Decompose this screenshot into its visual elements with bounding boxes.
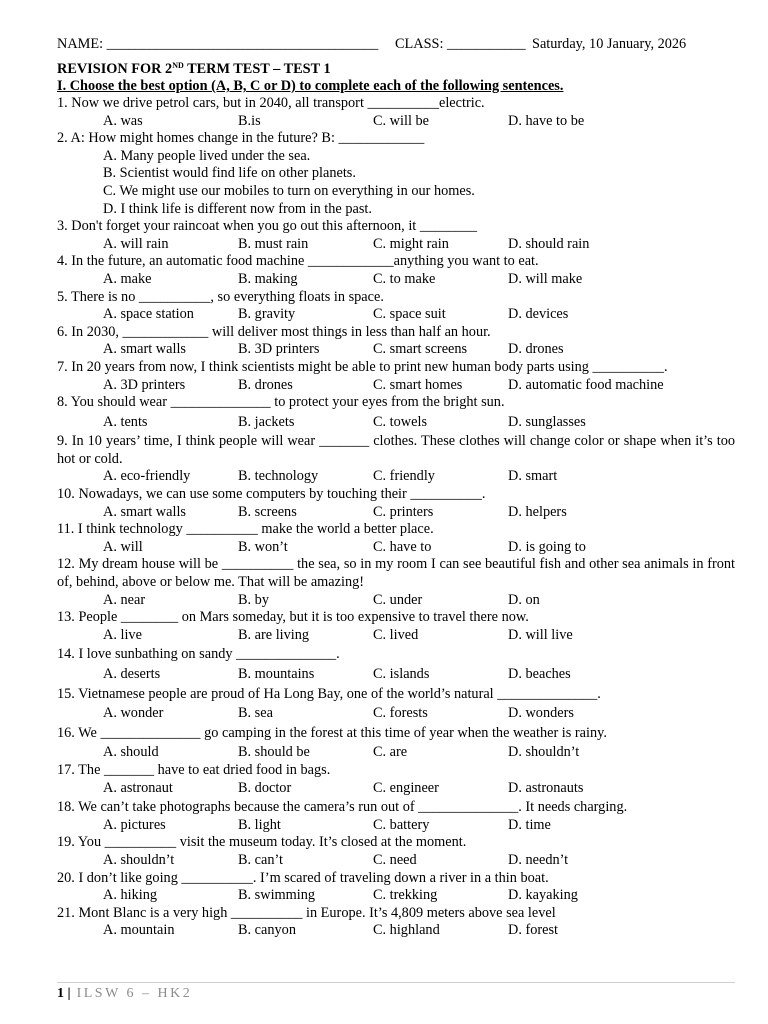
answer-option: A. live [103,626,142,643]
answer-option: D. smart [508,468,558,485]
answer-option: B. must rain [238,235,309,252]
answer-option: D. should rain [508,235,590,252]
answer-option: D. wonders [508,705,574,722]
question-list [57,95,735,940]
question-text: 17. The _______ have to eat dried food in bags. [57,761,331,778]
answer-option: A. shouldn’t [103,851,175,868]
class-field-label: CLASS: ___________ [395,36,526,52]
answer-options-row [57,504,735,522]
footer-text: ILSW 6 – HK2 [70,986,193,1001]
answer-options-row [57,236,735,254]
answer-option: D. I think life is different now from in the past. [103,200,372,217]
answer-option: A. Many people lived under the sea. [103,147,311,164]
answer-options-row [57,887,735,905]
answer-option: B. 3D printers [238,341,320,358]
answer-option: C. friendly [373,468,435,485]
answer-options-row [57,922,735,940]
answer-option: B. drones [238,376,293,393]
answer-options-row [57,539,735,557]
test-title: REVISION FOR 2ND TERM TEST – TEST 1 [57,61,331,77]
date-label: Saturday, 10 January, 2026 [532,36,687,52]
answer-option: B. swimming [238,887,316,904]
answer-options-row [57,377,735,395]
answer-option: A. smart walls [103,503,186,520]
question-text: 1. Now we drive petrol cars, but in 2040, all transport __________electric. [57,95,485,111]
answer-option: D. have to be [508,112,585,129]
answer-option: D. sunglasses [508,413,586,430]
answer-options-row [57,271,735,289]
answer-option: C. lived [373,626,419,643]
answer-option: C. under [373,591,423,608]
answer-option: C. might rain [373,235,449,252]
answer-option: D. astronauts [508,779,584,796]
answer-option: C. need [373,851,417,868]
question-text: 10. Nowadays, we can use some computers by touching their __________. [57,486,486,503]
answer-option: D. needn’t [508,851,569,868]
answer-option: B. doctor [238,779,292,796]
answer-option: B. jackets [238,413,295,430]
answer-option: A. pictures [103,816,166,833]
answer-option: C. printers [373,503,434,520]
answer-options-row [57,705,735,723]
question-text: 5. There is no __________, so everything floats in space. [57,288,384,305]
answer-option: C. islands [373,666,430,682]
answer-options-row [57,817,735,835]
question-text: 16. We ______________ go camping in the forest at this time of year when the weather is rainy. [57,724,607,741]
answer-option: C. We might use our mobiles to turn on everything in our homes. [103,182,475,199]
header-row [57,34,735,54]
answer-option: D. beaches [508,666,571,682]
answer-options-row [57,306,735,324]
answer-options-row [57,113,735,131]
question-text: 3. Don't forget your raincoat when you go out this afternoon, it ________ [57,218,478,235]
answer-option: B. Scientist would find life on other planets. [103,165,356,182]
answer-option: A. should [103,744,159,761]
answer-options-row [57,341,735,359]
answer-option: D. forest [508,922,559,939]
answer-option: A. will rain [103,235,169,252]
question-text: 9. In 10 years’ time, I think people will wear _______ clothes. These clothes will change color or shape when it’s too hot or cold. [57,433,735,467]
answer-options-row [57,666,735,684]
answer-option: A. tents [103,413,148,430]
answer-option: B. making [238,270,298,287]
answer-option: A. space station [103,306,194,323]
answer-option: A. make [103,270,152,287]
answer-option: A. near [103,591,146,608]
worksheet-content [57,34,735,940]
answer-option: C. are [373,744,408,761]
answer-option: B. by [238,591,269,608]
page-number: 1 | [57,986,71,1001]
question-text: 11. I think technology __________ make the world a better place. [57,521,434,538]
answer-option: A. was [103,112,143,129]
answer-option: D. is going to [508,538,586,555]
question-text: 12. My dream house will be __________ the sea, so in my room I can see beautiful fish and other sea animals in front of, behind, above or below me. That will be amazing! [57,556,735,591]
answer-option: D. drones [508,341,564,358]
answer-options-row [57,414,735,432]
answer-option: C. will be [373,112,429,129]
answer-option: B. sea [238,705,273,722]
section-instruction: I. Choose the best option (A, B, C or D) to complete each of the following sentences. [57,78,564,94]
answer-options-row [57,744,735,762]
answer-option: A. hiking [103,887,158,904]
answer-option: C. highland [373,922,440,939]
question-text: 13. People ________ on Mars someday, but it is too expensive to travel there now. [57,609,529,626]
answer-option: D. time [508,816,551,833]
answer-option: B. technology [238,468,319,485]
answer-option: D. will live [508,626,573,643]
answer-option: C. smart screens [373,341,468,358]
answer-option: A. astronaut [103,779,173,796]
answer-option: C. trekking [373,887,438,904]
question-text: 20. I don’t like going __________. I’m scared of traveling down a river in a thin boat. [57,869,549,886]
answer-option: D. kayaking [508,887,578,904]
answer-option: B. canyon [238,922,296,939]
answer-options-row [57,852,735,870]
answer-option: C. forests [373,705,428,722]
answer-option: D. automatic food machine [508,376,664,393]
answer-option: A. deserts [103,666,161,682]
answer-options-row [57,592,735,610]
answer-option: C. space suit [373,306,446,323]
answer-option: B. won’t [238,538,288,555]
answer-option: B.is [238,112,261,129]
answer-option: D. shouldn’t [508,744,580,761]
answer-option: B. can’t [238,851,283,868]
answer-option: D. devices [508,306,569,323]
answer-option: A. will [103,538,143,555]
question-text: 6. In 2030, ____________ will deliver most things in less than half an hour. [57,323,491,340]
page-footer [57,982,735,1002]
answer-option: C. have to [373,538,432,555]
question-text: 4. In the future, an automatic food machine ____________anything you want to eat. [57,253,539,270]
answer-option: C. engineer [373,779,439,796]
answer-option: B. light [238,816,281,833]
answer-option: B. screens [238,503,297,520]
answer-option: D. on [508,591,540,608]
question-text: 19. You __________ visit the museum today. It’s closed at the moment. [57,834,467,851]
question-text: 7. In 20 years from now, I think scientists might be able to print new human body parts using __________. [57,358,668,375]
answer-options-row [57,627,735,645]
question-text: 2. A: How might homes change in the future? B: ____________ [57,130,425,147]
answer-option: D. helpers [508,503,567,520]
answer-option: D. will make [508,270,583,287]
answer-option: A. 3D printers [103,376,186,393]
answer-option: A. eco-friendly [103,468,191,485]
answer-options-row [57,468,735,486]
answer-option: A. mountain [103,922,175,939]
answer-option: C. towels [373,413,428,430]
question-text: 18. We can’t take photographs because the camera’s run out of ______________. It needs charging. [57,799,628,816]
answer-options-row [57,780,735,798]
answer-option: C. to make [373,270,436,287]
answer-option: C. battery [373,816,430,833]
answer-option: B. mountains [238,666,315,682]
question-text: 15. Vietnamese people are proud of Ha Long Bay, one of the world’s natural ______________. [57,685,601,702]
answer-option: B. are living [238,626,310,643]
question-text: 8. You should wear ______________ to protect your eyes from the bright sun. [57,394,505,411]
name-field-label: NAME: ______________________________________ [57,36,379,52]
question-text: 21. Mont Blanc is a very high __________ in Europe. It’s 4,809 meters above sea level [57,904,556,921]
question-text: 14. I love sunbathing on sandy ______________. [57,646,340,663]
answer-option: B. gravity [238,306,296,323]
answer-option: B. should be [238,744,310,761]
answer-option: A. smart walls [103,341,186,358]
answer-option: C. smart homes [373,376,463,393]
answer-option: A. wonder [103,705,164,722]
